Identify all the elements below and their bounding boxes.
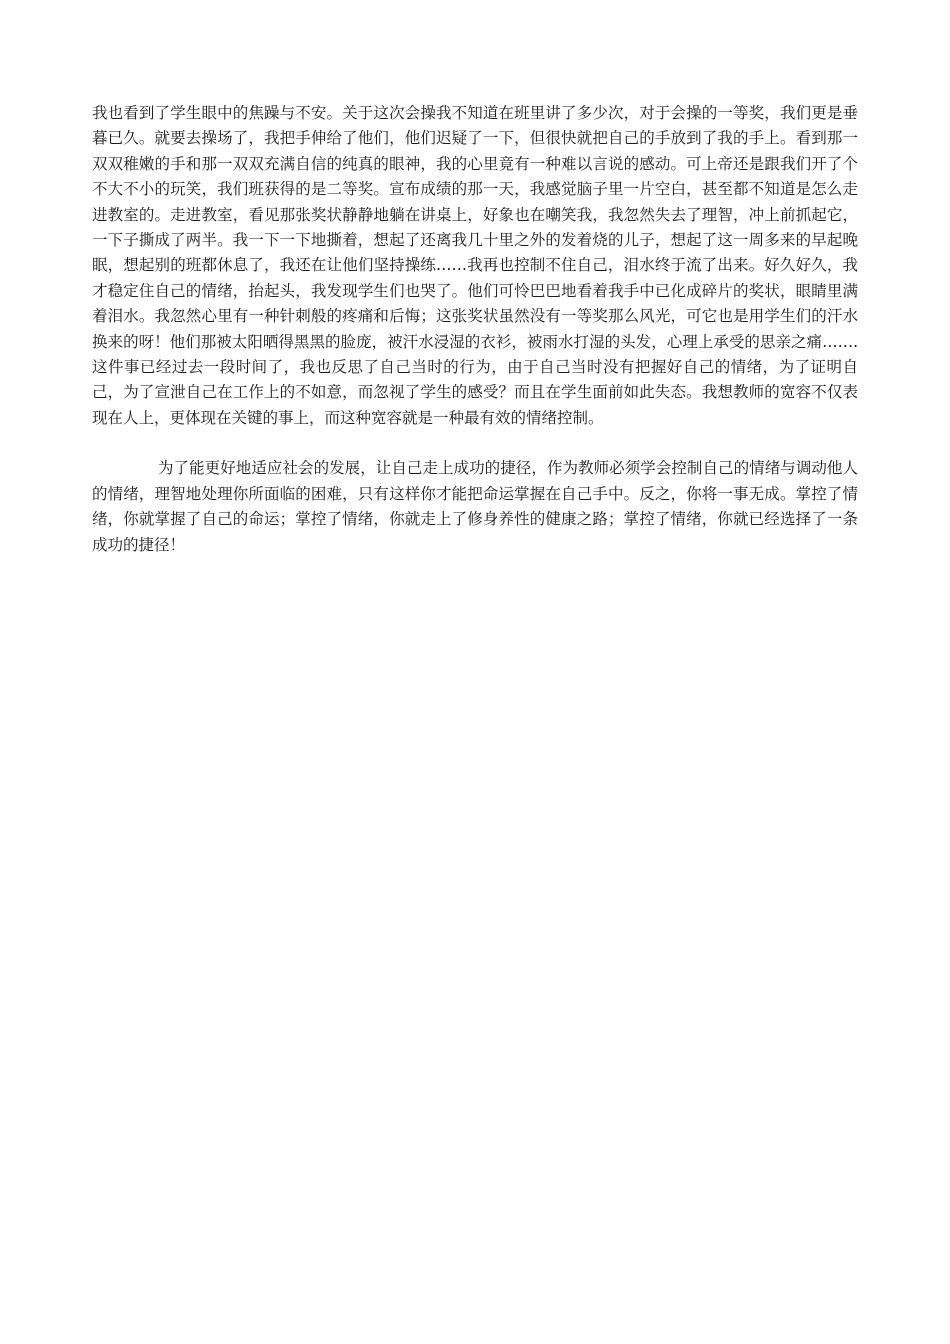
document-body — [92, 101, 858, 558]
paragraph-story: 我也看到了学生眼中的焦躁与不安。关于这次会操我不知道在班里讲了多少次，对于会操的一等奖，我们更是垂暮已久。就要去操场了，我把手伸给了他们，他们迟疑了一下，但很快就把自己的手放到了我的手上。看到那一双双稚嫩的手和那一双双充满自信的纯真的眼神，我的心里竟有一种难以言说的感动。可上帝还是跟我们开了个不大不小的玩笑，我们班获得的是二等奖。宣布成绩的那一天，我感觉脑子里一片空白，甚至都不知道是怎么走进教室的。走进教室，看见那张奖状静静地躺在讲桌上，好象也在嘲笑我，我忽然失去了理智，冲上前抓起它，一下子撕成了两半。我一下一下地撕着，想起了还离我几十里之外的发着烧的儿子，想起了这一周多来的早起晚眠，想起别的班都休息了，我还在让他们坚持操练……我再也控制不住自己，泪水终于流了出来。好久好久，我才稳定住自己的情绪，抬起头，我发现学生们也哭了。他们可怜巴巴地看着我手中已化成碎片的奖状，眼睛里满着泪水。我忽然心里有一种针刺般的疼痛和后悔；这张奖状虽然没有一等奖那么风光，可它也是用学生们的汗水换来的呀！他们那被太阳晒得黑黑的脸庞，被汗水浸湿的衣衫，被雨水打湿的头发，心理上承受的思亲之痛……. 这件事已经过去一段时间了，我也反思了自己当时的行为，由于自己当时没有把握好自己的情绪，为了证明自己，为了宣泄自己在工作上的不如意，而忽视了学生的感受？而且在学生面前如此失态。我想教师的宽容不仅表现在人上，更体现在关键的事上，而这种宽容就是一种最有效的情绪控制。 — [92, 104, 858, 427]
paragraph-conclusion: 为了能更好地适应社会的发展，让自己走上成功的捷径，作为教师必须学会控制自己的情绪与调动他人的情绪，理智地处理你所面临的困难，只有这样你才能把命运掌握在自己手中。反之，你将一事无成。掌控了情绪，你就掌握了自己的命运；掌控了情绪，你就走上了修身养性的健康之路；掌控了情绪，你就已经选择了一条成功的捷径！ — [92, 459, 858, 554]
